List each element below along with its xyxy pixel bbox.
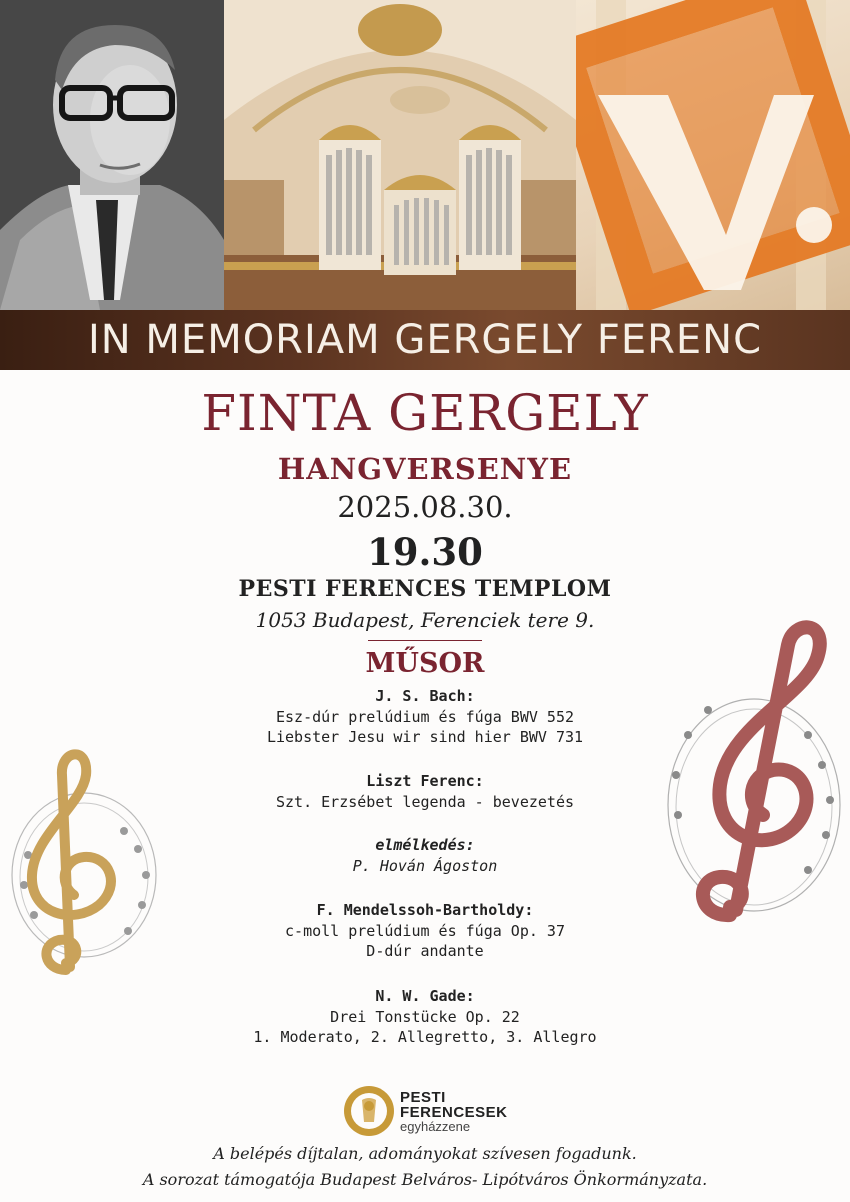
composer-name: elmélkedés: <box>375 836 475 854</box>
numeral-badge <box>576 0 850 310</box>
memoriam-banner <box>0 310 850 370</box>
composer-name: Liszt Ferenc: <box>366 772 484 790</box>
piece-title: 1. Moderato, 2. Allegretto, 3. Allegro <box>253 1028 597 1046</box>
event-date: 2025.08.30. <box>337 490 513 524</box>
logo-emblem-icon <box>344 1086 394 1136</box>
logo-wordmark <box>400 1090 508 1133</box>
piece-title: Esz-dúr prelúdium és fúga BWV 552 <box>275 708 574 726</box>
piece-title: Drei Tonstücke Op. 22 <box>330 1008 520 1026</box>
program-heading: MŰSOR <box>365 648 485 679</box>
piece-title: Szt. Erzsébet legenda - bevezetés <box>275 793 574 811</box>
piece-title: P. Hován Ágoston <box>352 857 498 875</box>
divider <box>368 640 482 641</box>
concert-label: HANGVERSENYE <box>277 452 573 486</box>
badge-numeral-text: V. <box>576 0 577 1</box>
event-time: 19.30 <box>367 530 483 574</box>
logo-line: egyházzene <box>400 1118 471 1134</box>
memoriam-title: IN MEMORIAM GERGELY FERENC <box>87 317 763 363</box>
organ-photo <box>224 0 576 310</box>
composer-name: F. Mendelssoh-Bartholdy: <box>316 901 534 919</box>
performer-name: FINTA GERGELY <box>201 384 649 442</box>
header-collage <box>0 0 850 370</box>
gold-treble-clef-icon <box>4 745 164 985</box>
venue-address: 1053 Budapest, Ferenciek tere 9. <box>255 608 595 632</box>
venue-name: PESTI FERENCES TEMPLOM <box>238 576 612 602</box>
piece-title: c-moll prelúdium és fúga Op. 37 <box>285 922 565 940</box>
logo-line: FERENCESEK <box>400 1103 508 1121</box>
composer-name: N. W. Gade: <box>375 987 475 1005</box>
footer-sponsor: A sorozat támogatója Budapest Belváros- Lipótváros Önkormányzata. <box>142 1170 708 1189</box>
piece-title: Liebster Jesu wir sind hier BWV 731 <box>266 728 584 746</box>
pesti-ferencesek-logo <box>344 1080 516 1142</box>
piece-title: D-dúr andante <box>366 942 484 960</box>
footer-note: A belépés díjtalan, adományokat szívesen fogadunk. <box>213 1144 637 1163</box>
program-item <box>0 986 850 1047</box>
portrait-photo <box>0 0 224 310</box>
logo-line: PESTI <box>400 1088 446 1106</box>
rose-treble-clef-icon <box>658 615 850 935</box>
composer-name: J. S. Bach: <box>375 687 475 705</box>
